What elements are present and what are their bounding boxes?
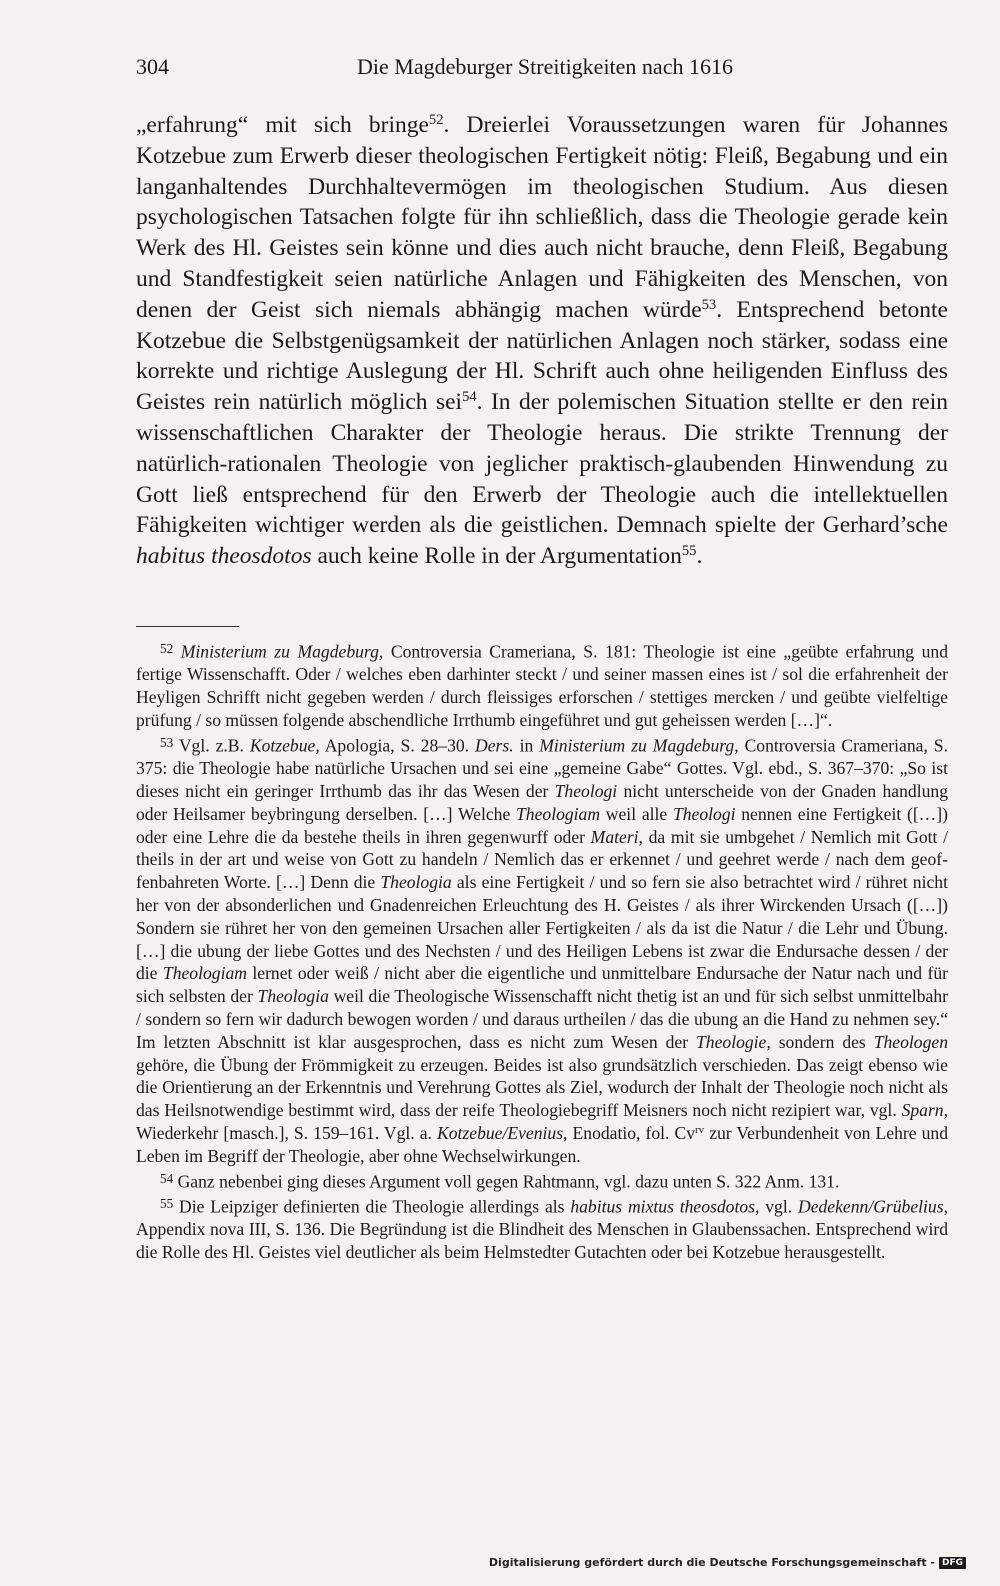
text-run: . Entsprechend betonte Kotzebue die Selbstgenügsamkeit der natürlichen Anlagen noch stärker, sodass eine korrekte und richtige Auslegung der Hl. Schrift auch ohne heiligenden Einfluss des Geistes rein natürlich möglich sei — [136, 296, 948, 416]
italic-text: Theologie, — [696, 1031, 771, 1052]
footnote-number: 52 — [160, 641, 174, 656]
text-run: . — [696, 543, 703, 570]
italic-text: Ders. — [475, 735, 514, 756]
page-number: 304 — [136, 54, 169, 79]
text-run: Wiederkehr [masch.], S. 159–161. Vgl. a. — [136, 1122, 437, 1143]
text-run: weil die Theologische Wissenschafft nicht thetig ist an und für sich selbst unmittelbahr / sondern so fern wir dadurch bewogen worden / und daraus urtheilen / das die ubung an die Hand zu nehmen sey.“ Im letzten Abschnitt ist klar ausgesprochen, dass es nicht zum Wesen der — [136, 986, 948, 1052]
italic-text: Theologi — [554, 781, 618, 801]
text-run: gehöre, die Übung der Frömmigkeit zu erzeugen. Beides ist also grundsätzlich verschieden. Das zeigt ebenso wie die Orientierung an der Erkenntnis und Verehrung Gottes als Ziel, wodurch der Inhalt der Theologie noch nicht als das Heilsnotwendige bestimmt wird, dass der reife Theologiebegriff Meisners noch nicht rezipiert war, vgl. — [136, 1054, 948, 1121]
italic-text: Ministerium zu Magdeburg, — [539, 735, 739, 756]
text-run: Ganz nebenbei ging dieses Argument voll gegen Rahtmann, vgl. dazu unten S. 322 Anm. 131. — [177, 1171, 840, 1192]
footnote-reference: 52 — [428, 112, 444, 128]
text-run: Die Leipziger definierten die Theologie allerdings als — [179, 1196, 571, 1217]
italic-text: Theologiam — [516, 803, 601, 824]
running-title: Die Magdeburger Streitigkeiten nach 1616 — [357, 54, 733, 79]
text-run: Appendix nova III, S. 136. Die Begründung ist die Blindheit des Menschen in Glaubenssachen. Entsprechend wird die Rolle des Hl. Geistes viel deutlicher als beim Helmstedter Gutachten oder bei Kotzebue herausgestellt. — [136, 1219, 948, 1263]
text-run: sondern des — [770, 1031, 874, 1052]
italic-text: Kotzebue, — [249, 735, 320, 756]
italic-text: Theologia — [257, 986, 329, 1007]
text-run: weil alle — [600, 803, 673, 824]
text-run: . Dreierlei Voraussetzungen waren für Johannes Kotzebue zum Erwerb dieser theologischen Fertigkeit nötig: Fleiß, Begabung und ein langanhaltendes Durchhaltevermögen im theologischen Studium. Aus diesen psychologischen Tatsachen folgte für ihn schließlich, dass die Theologie gerade kein Werk des Hl. Geistes sein könne und dies auch nicht brauche, denn Fleiß, Begabung und Standfestigkeit seien natürliche Anlagen und Fähigkeiten des Menschen, von denen der Geist sich niemals abhängig machen würde — [136, 112, 948, 323]
text-run: vgl. — [759, 1196, 798, 1217]
footnotes-block — [136, 638, 948, 1264]
italic-text: habitus theosdotos — [136, 543, 312, 570]
italic-text: Materi, — [590, 826, 643, 847]
text-run: Controversia Crameriana, S. 375: die Theologie habe natürliche Ursachen und sei eine „gemeine Gabe“ Gottes. Vgl. ebd., S. 367–370: „So ist dieses nicht ein geringer Irrthumb das ihr das Wesen der — [136, 735, 948, 801]
footnote-separator — [136, 626, 239, 627]
footnote-52 — [136, 638, 948, 732]
italic-text: habitus mixtus theosdotos, — [570, 1196, 760, 1217]
italic-text: Kotzebue/Evenius, — [437, 1122, 568, 1143]
text-run: Enodatio, fol. Cv — [567, 1122, 696, 1143]
footnote-reference: rv — [695, 1123, 705, 1136]
italic-text: Ministerium zu Magdeburg, — [180, 641, 384, 662]
text-run: nicht unterscheide von der Gnaden handlung oder Heilsamer beybringung derselben. […] Welche — [136, 781, 948, 824]
main-text — [136, 110, 948, 572]
text-run: zur Verbundenheit von Lehre und Leben im Begriff der Theologie, aber ohne Wechselwirkungen. — [136, 1122, 948, 1166]
italic-text: Theologiam — [162, 963, 247, 984]
body-paragraph — [136, 110, 948, 572]
text-run: Apologia, S. 28–30. — [319, 735, 476, 756]
footnote-53 — [136, 732, 948, 1168]
text-run: „erfahrung“ mit sich bringe — [136, 112, 429, 138]
footnote-55 — [136, 1193, 948, 1264]
italic-text: Theologi — [672, 803, 736, 824]
text-run: nennen eine Fertigkeit ([…]) oder eine Lehre die da bestehe theils in ihren gegenwurff oder — [136, 803, 948, 847]
italic-text: Sparn, — [901, 1100, 948, 1121]
footnote-number: 54 — [160, 1170, 174, 1186]
footnote-54 — [136, 1168, 948, 1193]
footnote-reference: 54 — [462, 389, 477, 406]
credit-text: Digitalisierung gefördert durch die Deutsche Forschungsgemeinschaft - — [488, 1556, 935, 1569]
text-run: Controversia Crameriana, S. 181: Theologie ist eine „geübte erfahrung und fertige Wissenschafft. Oder / welches eben darhinter steckt / und seiner massen eines ist / sol die erfahrenheit der Heyligen Schrifft nicht gegeben werden / durch fleissiges erforschen / stettiges mercken / und geübte vielfeltige prüfung / so müssen folgende abschendliche Irrthumb eingeführet und gut geheissen werden […]“. — [136, 641, 948, 730]
text-run: . In der polemischen Situation stellte er den rein wissenschaftlichen Charakter der Theologie heraus. Die strikte Trennung der natürlich-rationalen Theologie von jeglicher praktisch-glaubenden Hinwendung zu Gott ließ entsprechend für den Erwerb der Theologie auch die intellektuellen Fähigkeiten wichtiger werden als die geistlichen. Demnach spielte der Gerhard’sche — [136, 389, 948, 539]
text-run: als eine Fertigkeit / und so fern sie also betrachtet wird / rühret nicht her von der absonderlichen und Gnadenreichen Erleuchtung des H. Geistes / als ihrer Wirckenden Ursach ([…]) Sondern sie rühret her von den gemeinen Ursachen aller Fertigkeiten / als da ist die Natur / die Lehr und Übung. […] die ubung der liebe Gottes und des Nechsten / und des Heiligen Lebens ist zwar die Endursache dessen / der die — [136, 872, 948, 984]
footnote-number: 55 — [160, 1195, 174, 1211]
italic-text: Theologia — [380, 872, 452, 893]
footnote-number: 53 — [160, 734, 174, 750]
footnote-reference: 53 — [701, 296, 717, 313]
italic-text: Dedekenn/Grübelius, — [797, 1196, 948, 1217]
text-run: auch keine Rolle in der Argumentation — [311, 543, 682, 570]
italic-text: Theologen — [873, 1031, 948, 1052]
text-run: in — [513, 735, 540, 756]
text-run: Vgl. z.B. — [178, 735, 250, 756]
footnote-reference: 55 — [681, 543, 697, 560]
dfg-logo: DFG — [939, 1557, 966, 1569]
text-run: da mit sie umbgehet / Nemlich mit Gott / theils in der art und weise von Gott zu handeln / Nemlich das er erkennet / und geehret werde / nach dem geoffenbahreten Worte. […] Denn die — [136, 826, 948, 893]
digitization-credit — [489, 1556, 966, 1569]
text-run: lernet oder weiß / nicht aber die eigentliche und unmittelbare Endursache der Natur nach und für sich selbsten der — [136, 963, 948, 1007]
